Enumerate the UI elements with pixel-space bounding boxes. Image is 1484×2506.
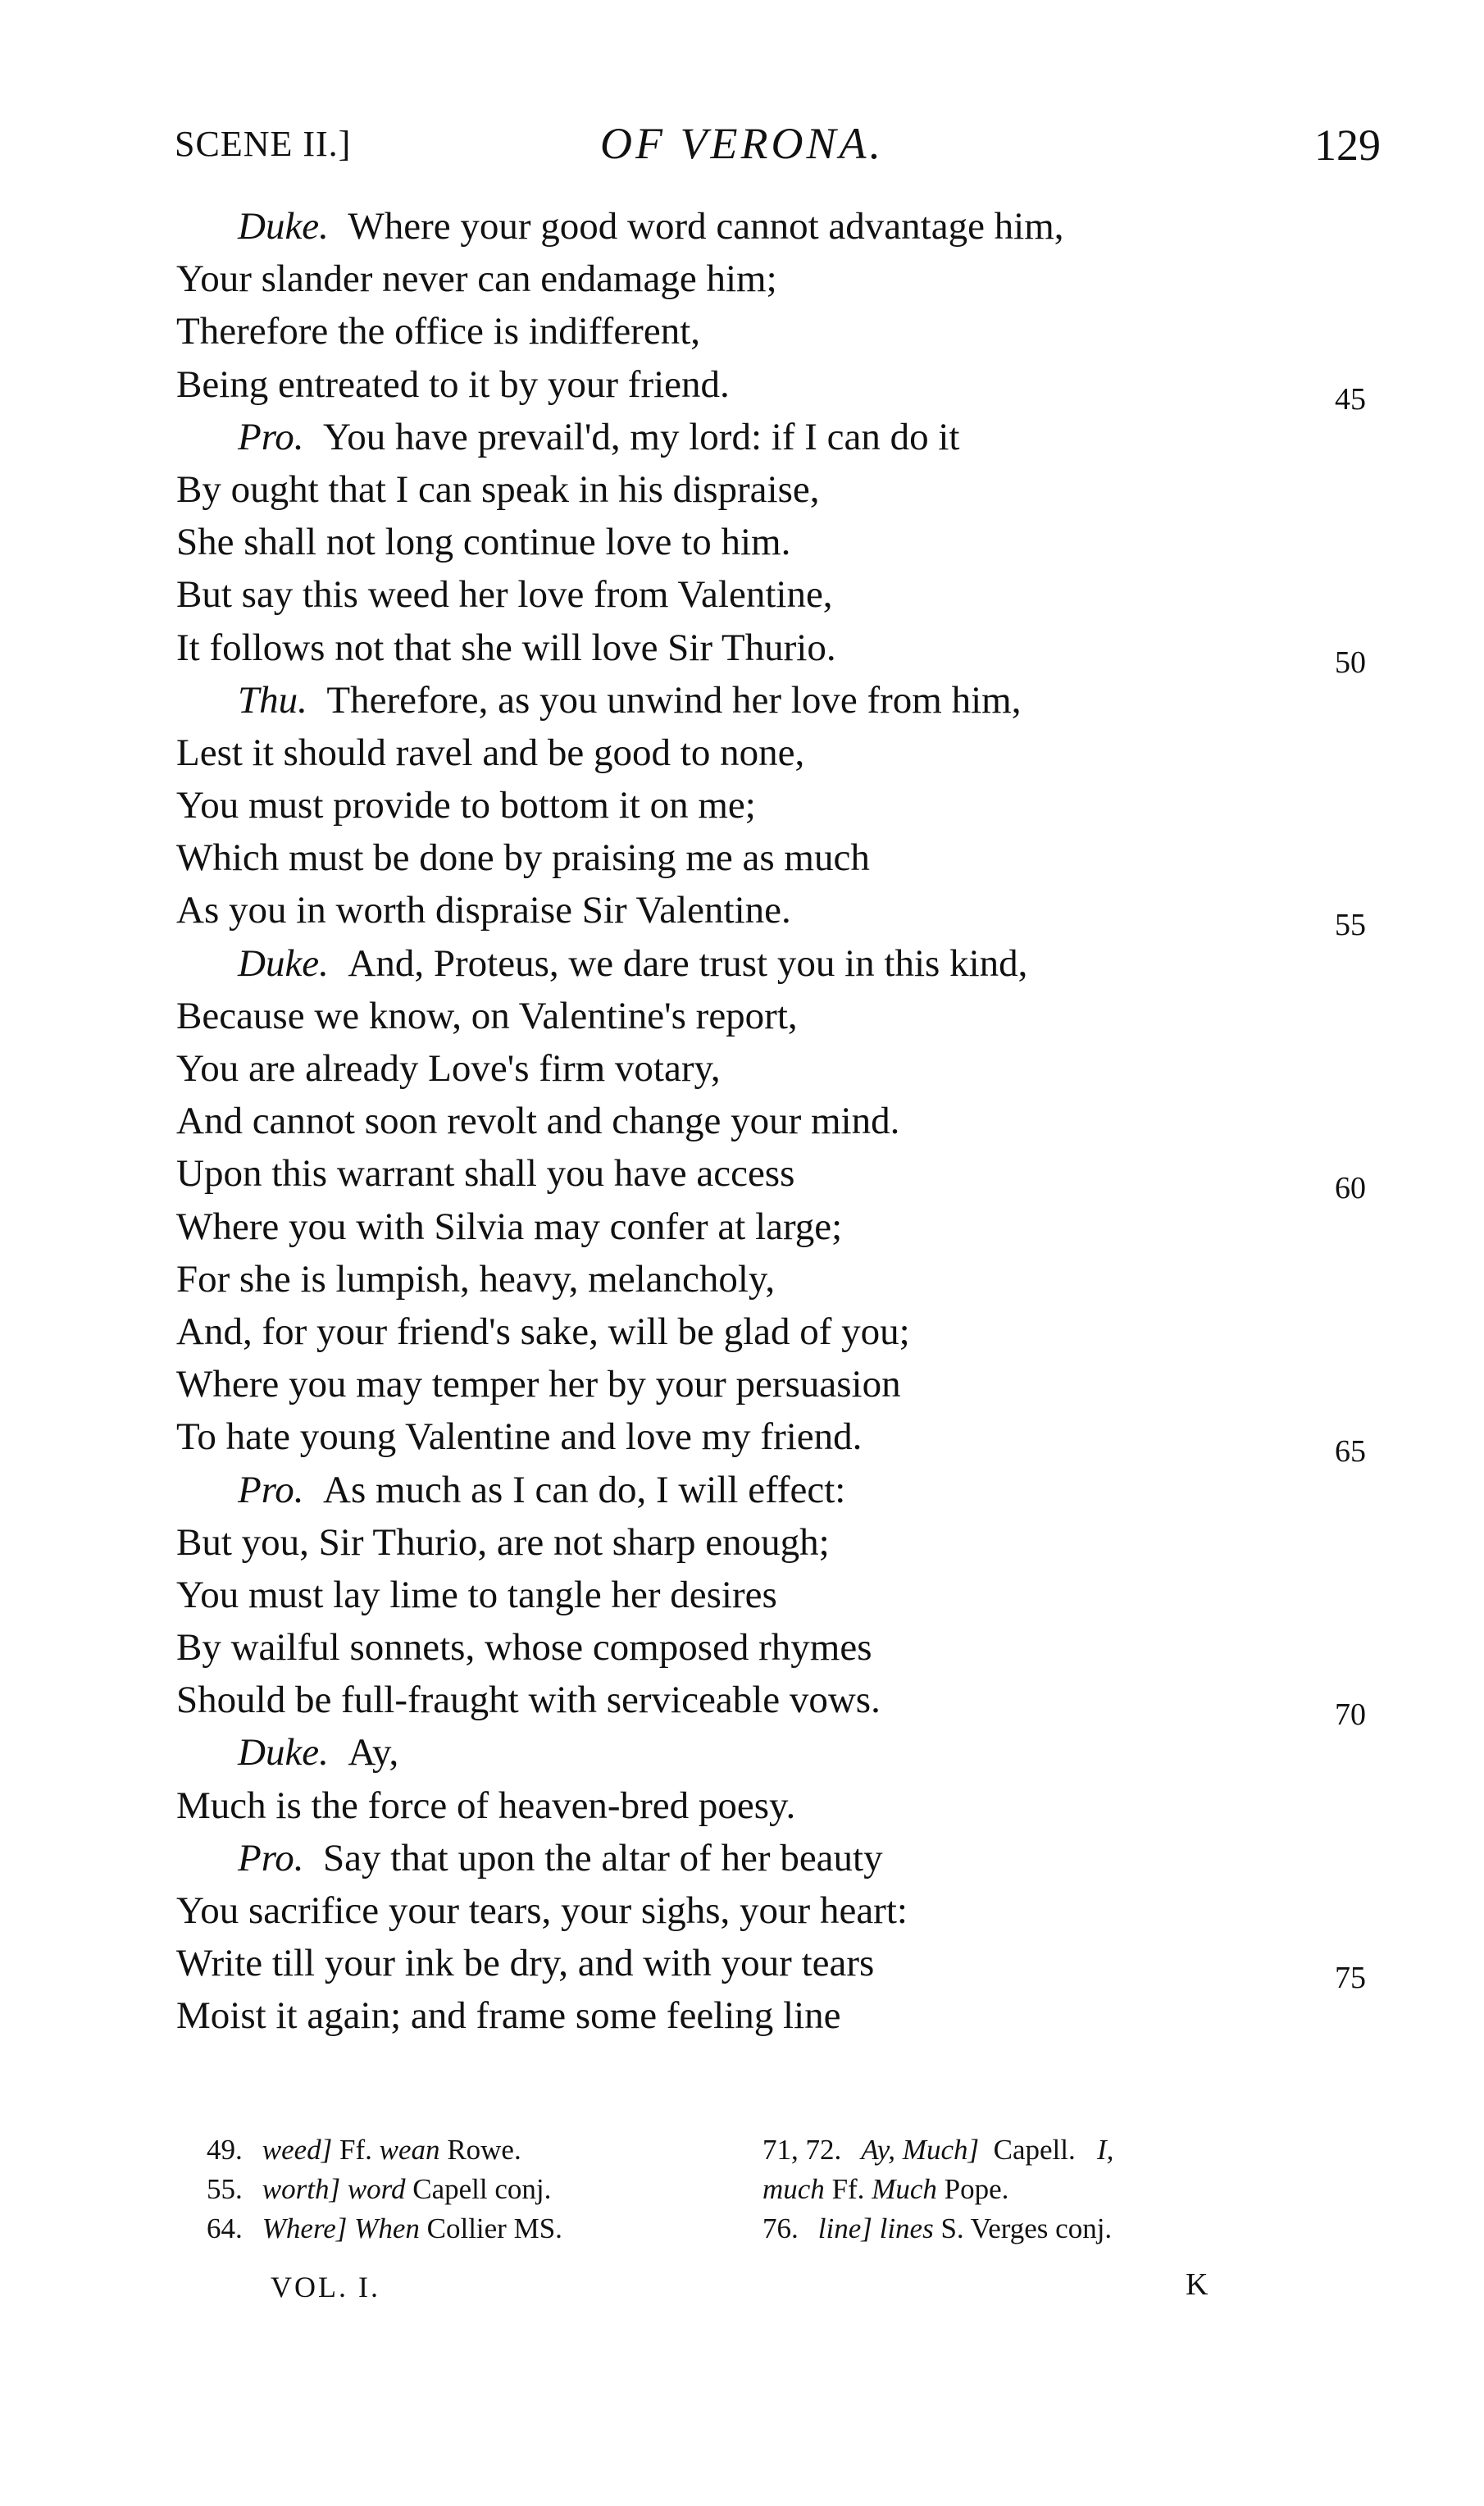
verse-line-text <box>176 1674 881 1726</box>
line-text: Which must be done by praising me as much <box>176 836 870 880</box>
verse-line-text <box>176 358 730 411</box>
line-text: And, for your friend's sake, will be glad of you; <box>176 1310 910 1353</box>
line-text: Ay, <box>348 1731 399 1775</box>
line-text: For she is lumpish, heavy, melancholy, <box>176 1257 776 1301</box>
verse-line-text <box>176 1095 899 1147</box>
line-text: Should be full-fraught with serviceable vows. <box>176 1679 881 1722</box>
footnote: 76. line] lines S. Verges conj. <box>762 2212 1113 2244</box>
line-text: You must lay lime to tangle her desires <box>176 1573 777 1616</box>
verse-line <box>0 1569 1484 1621</box>
speaker-name: Duke. <box>238 941 329 985</box>
verse-line-text <box>176 1253 775 1305</box>
line-text: Much is the force of heaven-bred poesy. <box>176 1784 796 1827</box>
verse-line <box>0 884 1484 943</box>
running-header <box>0 119 1484 180</box>
verse-line <box>0 253 1484 305</box>
line-text: Therefore the office is indifferent, <box>176 310 700 353</box>
verse-line <box>0 622 1484 680</box>
verse-line-text <box>176 1042 721 1095</box>
line-number: 55 <box>1335 908 1366 943</box>
verse-line <box>0 1464 1484 1516</box>
verse-line <box>0 1674 1484 1733</box>
verse-line <box>0 516 1484 568</box>
verse-line-text <box>176 253 777 305</box>
verse-line <box>0 1410 1484 1469</box>
line-number: 60 <box>1335 1171 1366 1206</box>
verse-line-text <box>176 1410 862 1463</box>
verse-line-text <box>238 411 959 463</box>
speaker-name: Duke. <box>238 205 329 248</box>
verse-line-text <box>176 1779 795 1832</box>
line-text: Moist it again; and frame some feeling line <box>176 1994 841 2038</box>
verse-line <box>0 1516 1484 1569</box>
verse-line-text <box>176 727 804 779</box>
verse-line <box>0 411 1484 463</box>
line-text: And, Proteus, we dare trust you in this kind, <box>348 941 1028 985</box>
verse-line-text <box>176 884 791 936</box>
verse-line <box>0 1042 1484 1095</box>
line-text: Say that upon the altar of her beauty <box>323 1836 883 1880</box>
verse-line-text <box>176 1201 842 1253</box>
verse-line <box>0 1095 1484 1147</box>
verse-line-text <box>176 1147 794 1200</box>
line-text: As you in worth dispraise Sir Valentine. <box>176 889 791 932</box>
verse-line-text <box>176 1884 908 1937</box>
verse-line-text <box>238 937 1027 990</box>
speaker-name: Pro. <box>238 1468 304 1511</box>
verse-line-text <box>238 200 1064 253</box>
verse-line <box>0 1726 1484 1779</box>
verse-line <box>0 832 1484 884</box>
verse-line <box>0 674 1484 727</box>
line-text: To hate young Valentine and love my friend. <box>176 1415 863 1459</box>
footnote-continuation: much Ff. Much Pope. <box>762 2173 1009 2205</box>
verse-line <box>0 1937 1484 1996</box>
verse-line-text <box>176 1937 874 1989</box>
verse-line <box>0 1832 1484 1884</box>
line-text: You have prevail'd, my lord: if I can do it <box>323 415 960 458</box>
line-text: She shall not long continue love to him. <box>176 521 791 564</box>
verse-line-text <box>176 305 700 358</box>
verse-line-text <box>176 832 870 884</box>
footnote: 71, 72. Ay, Much] Capell. I, <box>762 2134 1114 2166</box>
footnote: 49. weed] Ff. wean Rowe. <box>207 2134 521 2166</box>
verse-line <box>0 358 1484 417</box>
verse-line <box>0 463 1484 516</box>
verse-line <box>0 568 1484 621</box>
verse-line <box>0 937 1484 990</box>
verse-line-text <box>176 1621 872 1674</box>
verse-text <box>0 200 1484 2043</box>
line-number: 65 <box>1335 1434 1366 1469</box>
verse-line-text <box>176 463 820 516</box>
running-title: OF VERONA. <box>600 119 884 168</box>
verse-line-text <box>238 1464 845 1516</box>
speaker-name: Duke. <box>238 1731 329 1775</box>
speaker-name: Thu. <box>238 678 307 722</box>
scene-label: SCENE II.] <box>175 124 352 164</box>
line-number: 45 <box>1335 381 1366 417</box>
line-text: You are already Love's firm votary, <box>176 1047 721 1090</box>
verse-line-text <box>238 1832 883 1884</box>
page-number: 129 <box>1314 121 1381 170</box>
verse-line <box>0 1147 1484 1206</box>
line-text: Being entreated to it by your friend. <box>176 362 730 406</box>
verse-line-text <box>176 1516 830 1569</box>
gathering-mark: K <box>1186 2267 1209 2302</box>
line-text: Upon this warrant shall you have access <box>176 1152 795 1196</box>
line-text: Because we know, on Valentine's report, <box>176 994 798 1037</box>
verse-line <box>0 990 1484 1042</box>
verse-line <box>0 1779 1484 1832</box>
line-text: You must provide to bottom it on me; <box>176 784 756 827</box>
verse-line-text <box>176 1358 901 1410</box>
line-text: But say this weed her love from Valentine, <box>176 573 833 617</box>
verse-line <box>0 1358 1484 1410</box>
verse-line-text <box>238 674 1021 727</box>
line-text: As much as I can do, I will effect: <box>323 1468 846 1511</box>
verse-line-text <box>176 622 836 674</box>
verse-line <box>0 1253 1484 1305</box>
verse-line <box>0 727 1484 779</box>
speaker-name: Pro. <box>238 415 304 458</box>
line-text: It follows not that she will love Sir Thurio. <box>176 626 836 669</box>
verse-line <box>0 1621 1484 1674</box>
verse-line <box>0 305 1484 358</box>
line-text: But you, Sir Thurio, are not sharp enough; <box>176 1520 830 1564</box>
verse-line-text <box>238 1726 398 1779</box>
signature-mark: VOL. I. <box>271 2271 380 2303</box>
verse-line <box>0 200 1484 253</box>
verse-line <box>0 1201 1484 1253</box>
verse-line-text <box>176 1569 777 1621</box>
verse-line <box>0 1989 1484 2042</box>
verse-line-text <box>176 1989 841 2042</box>
line-text: By ought that I can speak in his dispraise, <box>176 467 820 511</box>
line-text: Your slander never can endamage him; <box>176 257 777 301</box>
verse-line <box>0 1884 1484 1937</box>
verse-line-text <box>176 990 798 1042</box>
line-text: Write till your ink be dry, and with your tears <box>176 1942 875 1985</box>
footnotes-right-column <box>762 2130 1353 2249</box>
line-text: Therefore, as you unwind her love from him, <box>326 678 1022 722</box>
line-text: Where you with Silvia may confer at large; <box>176 1205 843 1248</box>
speaker-name: Pro. <box>238 1836 304 1880</box>
verse-line <box>0 1305 1484 1358</box>
line-text: By wailful sonnets, whose composed rhymes <box>176 1626 872 1670</box>
verse-line-text <box>176 516 790 568</box>
line-number: 50 <box>1335 645 1366 680</box>
line-text: Lest it should ravel and be good to none, <box>176 731 805 774</box>
line-text: And cannot soon revolt and change your mind. <box>176 1100 900 1143</box>
line-text: You sacrifice your tears, your sighs, your heart: <box>176 1889 908 1932</box>
footnote: 64. Where] When Collier MS. <box>207 2212 562 2244</box>
footnotes-left-column <box>207 2130 562 2249</box>
line-text: Where your good word cannot advantage him, <box>348 205 1064 248</box>
verse-line-text <box>176 1305 910 1358</box>
verse-line-text <box>176 779 756 832</box>
verse-line-text <box>176 568 833 621</box>
verse-line <box>0 779 1484 832</box>
line-text: Where you may temper her by your persuasion <box>176 1363 901 1406</box>
footnote: 55. worth] word Capell conj. <box>207 2173 552 2205</box>
line-number: 70 <box>1335 1697 1366 1733</box>
line-number: 75 <box>1335 1961 1366 1996</box>
